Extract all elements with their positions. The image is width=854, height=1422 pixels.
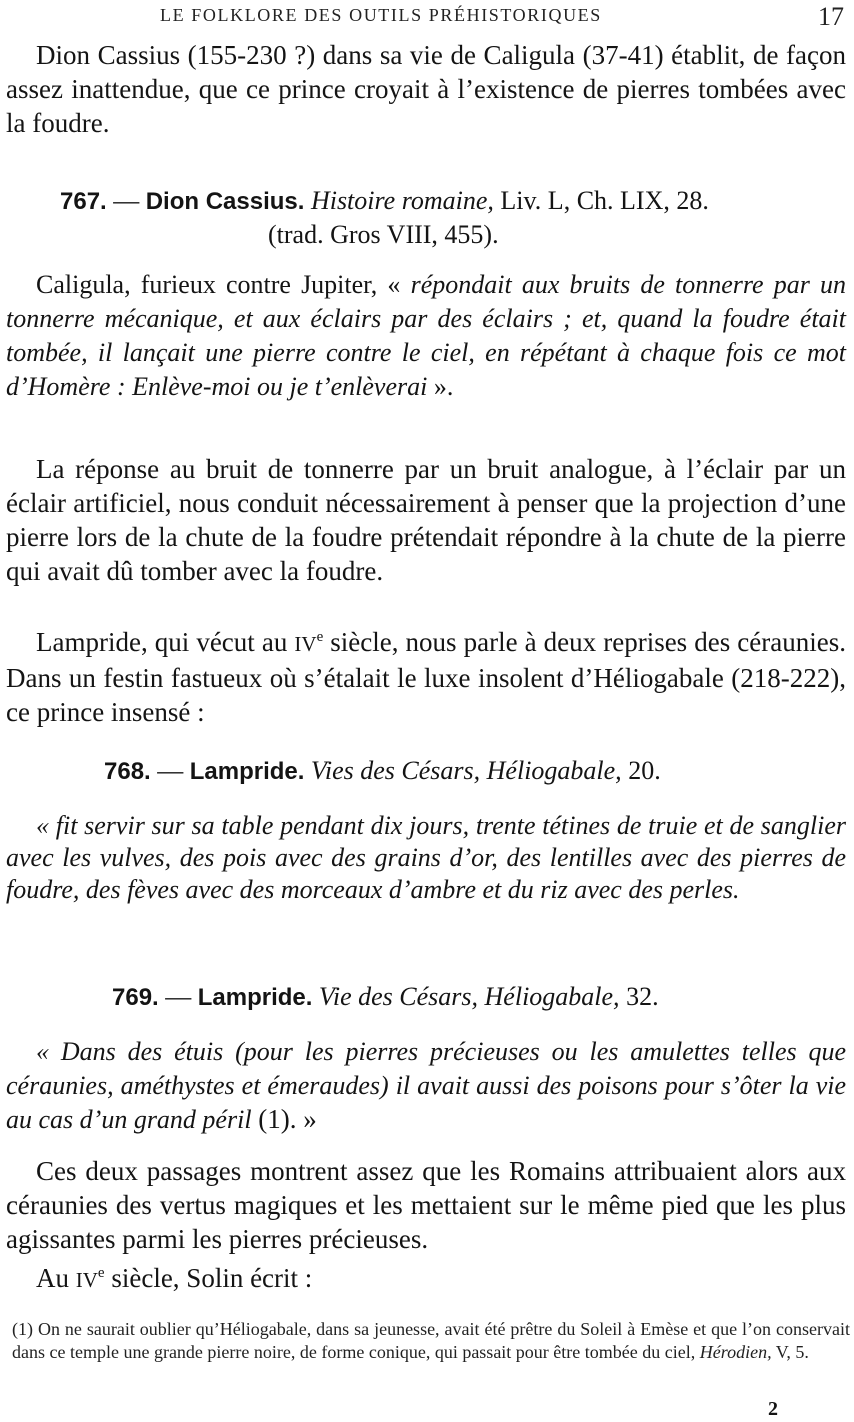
solin-text-end: siècle, Solin écrit : xyxy=(104,1263,313,1293)
entry-author: Dion Cassius. xyxy=(145,188,305,215)
entry-dash: — xyxy=(157,756,184,785)
entry-dash: — xyxy=(113,186,140,215)
century-superscript: e xyxy=(97,1265,105,1281)
entry-translation: (trad. Gros VIII, 455). xyxy=(268,220,499,249)
quote-769 xyxy=(6,1034,846,1136)
caligula-intro: Caligula, furieux contre Jupiter, « xyxy=(36,270,411,299)
footnote-ref: V, 5. xyxy=(771,1342,809,1362)
entry-number: 769. xyxy=(112,984,159,1011)
entry-author: Lampride. xyxy=(189,758,305,785)
entry-work: Vies des Césars, Héliogabale, xyxy=(310,756,622,785)
lampride-paragraph xyxy=(6,620,846,729)
century-superscript: e xyxy=(316,629,324,645)
entry-work: Vie des Césars, Héliogabale, xyxy=(318,982,620,1011)
entry-number: 768. xyxy=(104,758,151,785)
quote-769-close: . » xyxy=(289,1104,317,1134)
caligula-quote: répondait aux bruits de tonnerre par un tonnerre mécanique, et aux éclairs par des éclairs ; et, quand la foudre était tombée, il lançait une pierre contre le ciel, en répétant à chaque fois ce mot d’Homère : Enlève-moi ou je t’enlèverai xyxy=(6,270,847,401)
lampride-text-start: Lampride, qui vécut au xyxy=(36,627,295,657)
century-numeral: IV xyxy=(75,1268,98,1292)
entry-767 xyxy=(0,184,854,219)
lampride-text-end: siècle, nous parle à deux reprises des céraunies. Dans un festin fastueux où s’étalait le luxe insolent d’Héliogabale (218-222), ce prince insensé : xyxy=(6,627,846,727)
entry-768 xyxy=(0,754,854,789)
reponse-paragraph: La réponse au bruit de tonnerre par un bruit analogue, à l’éclair par un éclair artificiel, nous conduit nécessairement à penser que la projection d’une pierre lors de la chute de la foudre prétendait répondre à la chute de la pierre qui avait dû tomber avec la foudre. xyxy=(6,454,846,586)
caligula-paragraph xyxy=(6,268,846,404)
entry-reference: 20. xyxy=(628,756,661,785)
solin-text-start: Au xyxy=(36,1263,76,1293)
caligula-close: ». xyxy=(427,372,454,401)
footnote-reference: (1) xyxy=(258,1104,290,1134)
quote-768: « fit servir sur sa table pendant dix jours, trente tétines de truie et de sanglier avec les vulves, des pois avec des grains d’or, des lentilles avec des pierres de foudre, des fèves avec des morceaux d’ambre et du riz avec des perles. xyxy=(6,811,846,904)
entry-reference: 32. xyxy=(626,982,659,1011)
conclusion-paragraph: Ces deux passages montrent assez que les Romains attribuaient alors aux céraunies des vertus magiques et les mettaient sur le même pied que les plus agissantes parmi les pierres précieuses. xyxy=(6,1156,846,1254)
entry-number: 767. xyxy=(60,188,107,215)
entry-author: Lampride. xyxy=(197,984,313,1011)
entry-reference: Liv. L, Ch. LIX, 28. xyxy=(500,186,709,215)
century-numeral: IV xyxy=(294,632,317,656)
page-header xyxy=(0,2,854,32)
intro-paragraph: Dion Cassius (155-230 ?) dans sa vie de Caligula (37-41) établit, de façon assez inattendue, que ce prince croyait à l’existence de pierres tombées avec la foudre. xyxy=(6,40,846,138)
footnote-source: Hérodien, xyxy=(699,1342,772,1362)
entry-769 xyxy=(0,980,854,1015)
entry-dash: — xyxy=(165,982,192,1011)
page-number: 17 xyxy=(818,2,844,31)
entry-767-translation xyxy=(0,218,854,252)
solin-paragraph xyxy=(6,1256,846,1297)
footnote-text: (1) On ne saurait oublier qu’Héliogabale, dans sa jeunesse, avait été prêtre du Soleil à Emèse et que l’on conservait dans ce temple une grande pierre noire, de forme conique, qui passait pour être tombée du ciel, xyxy=(12,1319,850,1362)
quote-769-text: « Dans des étuis (pour les pierres précieuses ou les amulettes telles que céraunies, améthystes et émeraudes) il avait aussi des poisons pour s’ôter la vie au cas d’un grand péril xyxy=(6,1037,846,1134)
entry-work: Histoire romaine, xyxy=(310,186,494,215)
running-title: LE FOLKLORE DES OUTILS PRÉHISTORIQUES xyxy=(160,5,602,25)
signature-mark: 2 xyxy=(768,1398,778,1420)
footnote xyxy=(12,1318,850,1364)
